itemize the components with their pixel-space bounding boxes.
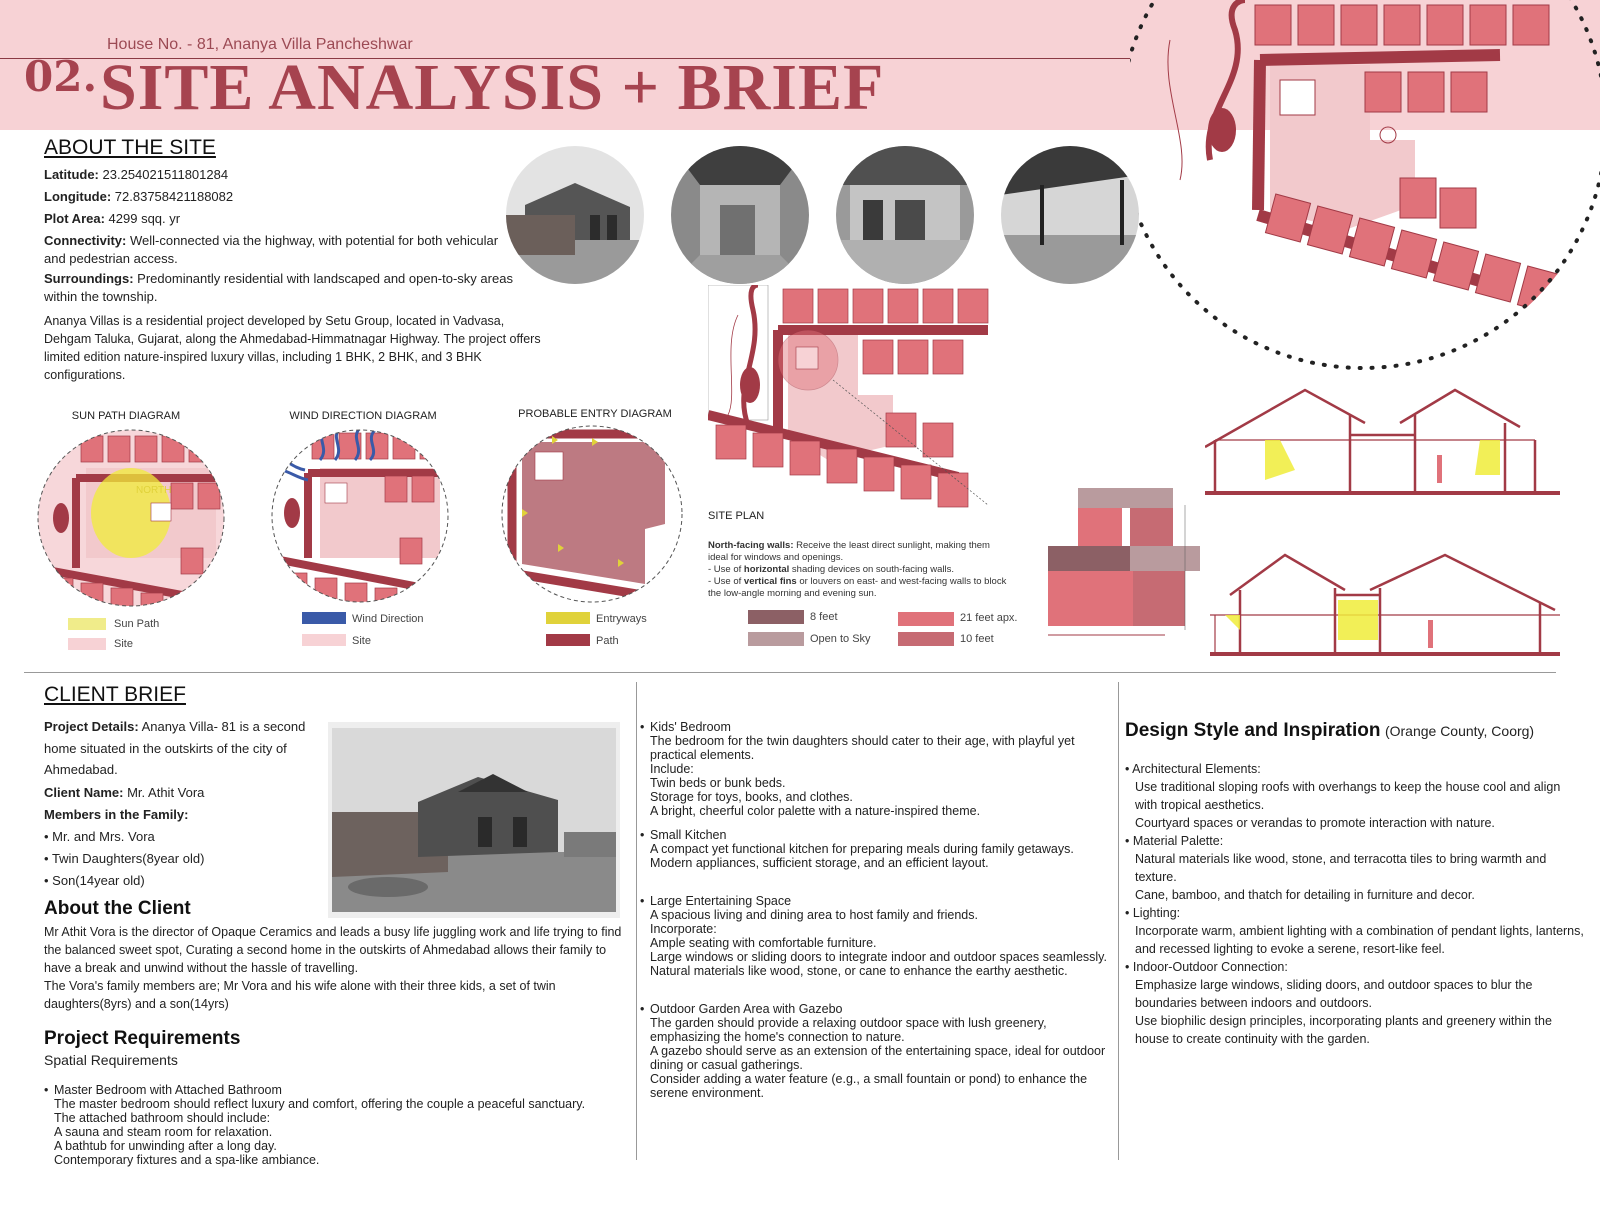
legend-entryways: Entryways [596, 613, 647, 625]
legend-swatch-wind-site [302, 634, 346, 646]
legend-swatch-path [546, 634, 590, 646]
lighting-title: Lighting: [1132, 906, 1181, 920]
material-line: Cane, bamboo, and thatch for detailing in furniture and decor. [1135, 888, 1475, 902]
column-divider-1 [636, 682, 637, 1160]
bullet-dot: • [640, 894, 645, 908]
wind-direction-title: WIND DIRECTION DIAGRAM [289, 410, 437, 422]
kids-line: Storage for toys, books, and clothes. [650, 790, 853, 804]
legend-wind-direction: Wind Direction [352, 613, 424, 625]
legend-10-feet: 10 feet [960, 633, 994, 645]
site-description: Ananya Villas is a residential project developed by Setu Group, located in Vadvasa, Dehgam Taluka, Gujarat, along the Ahmedabad-Himmatnagar Highway. The project offers limited edition nature-inspired luxury villas, including 1 BHK, 2 BHK, and 3 BHK configurations. [44, 314, 541, 382]
wind-direction-diagram [270, 428, 450, 603]
client-name-label: Client Name: [44, 785, 124, 800]
note-h-prefix: - Use of [708, 564, 744, 575]
client-name-row [44, 782, 204, 804]
height-zoning-plan [1045, 485, 1205, 645]
member-son: Son(14year old) [52, 873, 145, 888]
longitude-label: Longitude: [44, 189, 112, 204]
design-indoor-outdoor [1125, 958, 1585, 1048]
legend-path: Path [596, 635, 619, 647]
note-v-suffix: or louvers on east- and west-facing walls to block the low-angle morning and evening sun. [708, 576, 1007, 599]
architectural-line: Courtyard spaces or verandas to promote interaction with nature. [1135, 816, 1495, 830]
project-details-label: Project Details: [44, 719, 139, 734]
requirement-outdoor-garden [640, 1002, 1110, 1100]
site-photo-interior-1 [670, 145, 810, 285]
requirement-small-kitchen [640, 828, 1110, 870]
section-number: 02. [24, 52, 98, 101]
site-context-zoom [1130, 0, 1600, 380]
legend-8-feet: 8 feet [810, 611, 838, 623]
entry-diagram [500, 424, 685, 604]
site-plan-notes [708, 540, 1008, 600]
entertaining-line: Incorporate: [650, 922, 717, 936]
site-photo-shed [1000, 145, 1140, 285]
indoor-outdoor-title: Indoor-Outdoor Connection: [1132, 960, 1288, 974]
client-brief-heading: CLIENT BRIEF [44, 683, 186, 706]
longitude-value: 72.83758421188082 [114, 189, 234, 204]
master-line: A bathtub for unwinding after a long day. [54, 1139, 277, 1153]
legend-open-to-sky: Open to Sky [810, 633, 871, 645]
plot-area-value: 4299 sqq. yr [108, 211, 181, 226]
sun-path-title: SUN PATH DIAGRAM [71, 410, 181, 422]
entertaining-line: Ample seating with comfortable furniture. [650, 936, 877, 950]
project-requirements-heading: Project Requirements [44, 1028, 241, 1049]
sun-path-diagram [36, 428, 226, 608]
kids-bedroom-title: Kids' Bedroom [650, 720, 731, 734]
kids-line: The bedroom for the twin daughters should cater to their age, with playful yet practical elements. [650, 734, 1075, 762]
entertaining-title: Large Entertaining Space [650, 894, 792, 908]
design-item-title: • Architectural Elements: [1125, 762, 1261, 776]
member-item: • Mr. and Mrs. Vora [44, 829, 155, 844]
plot-area-label: Plot Area: [44, 211, 105, 226]
indoor-outdoor-line: Use biophilic design principles, incorporating plants and greenery within the house to create continuity with the garden. [1135, 1014, 1552, 1046]
note-north-label: North-facing walls: [708, 540, 794, 551]
about-client-heading: About the Client [44, 898, 191, 919]
about-client-text-2: The Vora's family members are; Mr Vora and his wife alone with their three kids, a set of twin daughters(8yrs) and a son(14yrs) [44, 979, 556, 1011]
entry-diagram-title: PROBABLE ENTRY DIAGRAM [518, 408, 672, 420]
garden-title: Outdoor Garden Area with Gazebo [650, 1002, 843, 1016]
note-north-walls [708, 540, 1008, 564]
kitchen-line: A compact yet functional kitchen for preparing meals during family getaways. [650, 842, 1074, 856]
legend-swatch-10ft [898, 632, 954, 646]
project-details [44, 716, 324, 781]
about-client-text-1: Mr Athit Vora is the director of Opaque Ceramics and leads a busy life juggling work and life trying to find the balanced sweet spot, Curating a second home in the outskirts of Ahmedabad allows their family to have a break and unwind without the hassle of travelling. [44, 925, 622, 975]
client-name: Mr. Athit Vora [127, 785, 205, 800]
section-drawing-1 [1205, 385, 1560, 500]
note-horizontal [708, 564, 1008, 576]
surroundings-value: Predominantly residential with landscaped and open-to-sky areas within the township. [44, 271, 513, 304]
connectivity-value: Well-connected via the highway, with potential for both vehicular and pedestrian access. [44, 233, 499, 266]
site-photo-exterior [505, 145, 645, 285]
requirement-kids-bedroom [640, 720, 1110, 818]
members-label: Members in the Family: [44, 807, 189, 822]
architectural-line: Use traditional sloping roofs with overhangs to keep the house cool and align with tropical aesthetics. [1135, 780, 1561, 812]
design-heading-row [1125, 720, 1534, 742]
client-site-photo [328, 722, 620, 918]
site-plan [708, 285, 998, 510]
kids-line: A bright, cheerful color palette with a nature-inspired theme. [650, 804, 981, 818]
about-site-heading: ABOUT THE SITE [44, 136, 216, 159]
member-item: • Twin Daughters(8year old) [44, 851, 205, 866]
design-lighting [1125, 904, 1585, 958]
latitude-row [44, 166, 514, 184]
bullet-dot: • [640, 720, 645, 734]
surroundings-label: Surroundings: [44, 271, 134, 286]
section-divider [24, 672, 1556, 673]
master-line: The attached bathroom should include: [54, 1111, 271, 1125]
lighting-line: Incorporate warm, ambient lighting with a combination of pendant lights, lanterns, and recessed lighting to evoke a serene, resort-like feel. [1135, 924, 1584, 956]
bullet-dot: • [640, 1002, 645, 1016]
site-photo-interior-2 [835, 145, 975, 285]
member-daughters: Twin Daughters(8year old) [51, 851, 205, 866]
latitude-value: 23.254021511801284 [102, 167, 229, 182]
kitchen-title: Small Kitchen [650, 828, 727, 842]
page-title: SITE ANALYSIS + BRIEF [100, 51, 885, 124]
garden-line: Consider adding a water feature (e.g., a small fountain or pond) to enhance the serene environment. [650, 1072, 1088, 1100]
legend-swatch-open-sky [748, 632, 804, 646]
master-line: Contemporary fixtures and a spa-like ambiance. [54, 1153, 320, 1167]
indoor-outdoor-line: Emphasize large windows, sliding doors, and outdoor spaces to blur the boundaries between indoors and outdoors. [1135, 978, 1533, 1010]
legend-sun-path: Sun Path [114, 618, 160, 630]
note-north-text: Receive the least direct sunlight, making them ideal for windows and openings. [708, 540, 990, 563]
member-parents: Mr. and Mrs. Vora [52, 829, 155, 844]
design-heading: Design Style and Inspiration [1125, 720, 1381, 741]
entertaining-line: Natural materials like wood, stone, or cane to enhance the earthy aesthetic. [650, 964, 1068, 978]
plot-area-row [44, 210, 514, 228]
legend-swatch-wind [302, 612, 346, 624]
connectivity-label: Connectivity: [44, 233, 127, 248]
site-plan-label: SITE PLAN [708, 510, 765, 522]
section-drawing-2 [1210, 550, 1560, 660]
legend-swatch-sun-path [68, 618, 106, 630]
legend-site: Site [114, 638, 133, 650]
surroundings-row [44, 270, 514, 306]
kitchen-line: Modern appliances, sufficient storage, and an efficient layout. [650, 856, 989, 870]
note-vertical [708, 576, 1008, 600]
master-line: A sauna and steam room for relaxation. [54, 1125, 273, 1139]
material-title: Material Palette: [1132, 834, 1224, 848]
legend-wind-site: Site [352, 635, 371, 647]
requirement-entertaining-space [640, 894, 1110, 978]
master-line: The master bedroom should reflect luxury and comfort, offering the couple a peaceful sanctuary. [54, 1097, 586, 1111]
note-v-bold: vertical fins [743, 576, 797, 587]
kids-line: Twin beds or bunk beds. [650, 776, 786, 790]
column-divider-2 [1118, 682, 1119, 1160]
entertaining-line: Large windows or sliding doors to integrate indoor and outdoor spaces seamlessly. [650, 950, 1107, 964]
note-h-suffix: shading devices on south-facing walls. [789, 564, 955, 575]
project-details-text: Ananya Villa- 81 is a second home situated in the outskirts of the city of Ahmedabad. [44, 719, 306, 777]
requirement-master-bedroom [44, 1083, 624, 1167]
header-subtitle: House No. - 81, Ananya Villa Pancheshwar [107, 36, 413, 53]
bullet-dot: • [44, 1083, 49, 1097]
design-item-title: • Material Palette: [1125, 834, 1224, 848]
design-architectural [1125, 760, 1585, 832]
design-heading-sub: (Orange County, Coorg) [1384, 723, 1535, 739]
north-label: NORTH [136, 485, 172, 496]
latitude-label: Latitude: [44, 167, 99, 182]
kids-line: Include: [650, 762, 694, 776]
entertaining-line: A spacious living and dining area to host family and friends. [650, 908, 978, 922]
legend-swatch-site [68, 638, 106, 650]
member-item: • Son(14year old) [44, 873, 145, 888]
bullet-dot: • [640, 828, 645, 842]
legend-swatch-8ft [748, 610, 804, 624]
design-item-title: • Indoor-Outdoor Connection: [1125, 960, 1288, 974]
legend-swatch-entry [546, 612, 590, 624]
architectural-title: Architectural Elements: [1132, 762, 1261, 776]
connectivity-row [44, 232, 514, 268]
legend-21-feet: 21 feet apx. [960, 612, 1018, 624]
note-v-prefix: - Use of [708, 576, 744, 587]
longitude-row [44, 188, 514, 206]
material-line: Natural materials like wood, stone, and terracotta tiles to bring warmth and texture. [1135, 852, 1547, 884]
legend-swatch-21ft [898, 612, 954, 626]
design-item-title: • Lighting: [1125, 906, 1181, 920]
master-bedroom-title: Master Bedroom with Attached Bathroom [54, 1083, 282, 1097]
design-material-palette [1125, 832, 1585, 904]
note-h-bold: horizontal [743, 564, 790, 575]
garden-line: The garden should provide a relaxing outdoor space with lush greenery, emphasizing the home's connection to nature. [650, 1016, 1047, 1044]
garden-line: A gazebo should serve as an extension of the entertaining space, ideal for outdoor dining or casual gatherings. [650, 1044, 1106, 1072]
spatial-requirements-subheading: Spatial Requirements [44, 1052, 178, 1068]
